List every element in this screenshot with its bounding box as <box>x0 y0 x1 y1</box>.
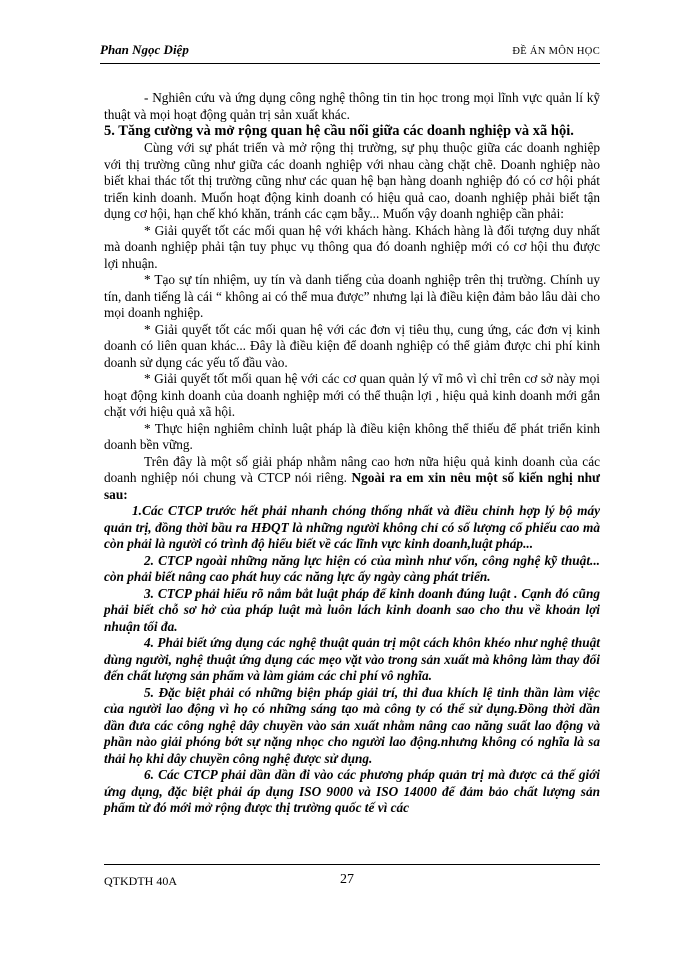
page-number: 27 <box>340 872 354 887</box>
bullet-customers: * Giải quyết tốt các mối quan hệ với khách hàng. Khách hàng là đối tượng duy nhất mà doanh nghiệp phải tận tuy phục vụ thông qua đó doanh nghiệp mới có cơ hội thu được lợi nhuận. <box>104 222 600 271</box>
recommendation-5: 5. Đặc biệt phải có những biện pháp giải trí, thi đua khích lệ tinh thần làm việc của người lao động vì họ có những sáng tạo mà công ty có thể sử dụng.Đồng thời dần dần đưa các công nghệ dây chuyền vào sản xuất nhằm nâng cao năng suất lao động và phần nào giải phóng bớt sự nặng nhọc cho người lao động.nhưng không có nghĩa là sa thải họ khi dây chuyền công nghệ được sử dụng. <box>104 684 600 766</box>
page-footer <box>104 864 600 894</box>
author-name: Phan Ngọc Diệp <box>100 42 189 57</box>
footer-divider <box>104 864 600 865</box>
bullet-government: * Giải quyết tốt mối quan hệ với các cơ quan quản lý vĩ mô vì chỉ trên cơ sở này mọi hoạt động kinh doanh của doanh nghiệp mới có thể thuận lợi , hiệu quả kinh doanh mới gắn chặt với hiệu quả xã hội. <box>104 371 600 419</box>
recommendation-6: 6. Các CTCP phải dần dần đi vào các phương pháp quản trị mà được cả thế giới ứng dụng, đặc biệt phải áp dụng ISO 9000 và ISO 14000 để đảm bảo chất lượng sản phẩm từ đó mới mở rộng được thị trường quốc tế vì các <box>104 767 600 815</box>
section-heading-5: 5. Tăng cường và mở rộng quan hệ cầu nối giữa các doanh nghiệp và xã hội. <box>104 123 574 139</box>
recommendation-2: 2. CTCP ngoài những năng lực hiện có của mình như vốn, công nghệ kỹ thuật... còn phải biết nâng cao phát huy các năng lực ấy ngày càng phát triển. <box>104 552 600 584</box>
recommendation-1: 1.Các CTCP trước hết phải nhanh chóng thống nhất và điều chỉnh hợp lý bộ máy quản trị, đồng thời bầu ra HĐQT là những người không chỉ có số lượng cổ phiếu cao mà còn phải là người có trình độ hiểu biết về các lĩnh vực kinh doanh,luật pháp... <box>104 503 600 551</box>
bullet-reputation: * Tạo sự tín nhiệm, uy tín và danh tiếng của doanh nghiệp trên thị trường. Chính uy tín, danh tiếng là cái “ không ai có thể mua được” nhưng lại là điều kiện đảm bảo lâu dài cho mọi doanh nghiệp. <box>104 272 600 320</box>
recommendation-4: 4. Phải biết ứng dụng các nghệ thuật quản trị một cách khôn khéo như nghệ thuật dùng người, nghệ thuật ứng dụng các mẹo vặt vào trong sản xuất mà không làm thay đổi đến chất lượng sản phẩm và làm giảm các chi phí vô nghĩa. <box>104 635 600 683</box>
summary-text: Trên đây là một số giải pháp nhằm nâng cao hơn nữa hiệu quả kinh doanh của các doanh nghiệp nói chung và CTCP nói riêng. <box>104 453 600 485</box>
paragraph-it-research: - Nghiên cứu và ứng dụng công nghệ thông tin tin học trong mọi lĩnh vực quản lí kỹ thuật và mọi hoạt động quản trị sản xuất khác. <box>104 90 600 122</box>
recommendation-3: 3. CTCP phải hiểu rõ nắm bắt luật pháp để kinh doanh đúng luật . Cạnh đó cũng phải biết chỗ sơ hở của pháp luật mà luôn lách kinh doanh sao cho thu về khoản lợi nhuận tối đa. <box>104 585 600 634</box>
recommendations-intro: Ngoài ra em xin nêu một số kiến nghị như sau: <box>104 470 600 502</box>
header-divider <box>100 63 600 64</box>
class-code: QTKDTH 40A <box>104 874 177 888</box>
paragraph-summary <box>104 454 600 504</box>
paragraph-market-relations: Cùng với sự phát triển và mở rộng thị trường, sự phụ thuộc giữa các doanh nghiệp với thị trường cũng như giữa các doanh nghiệp với nhau càng chặt chẽ. Doanh nghiệp nào biết khai thác tốt thị trường cũng như các quan hệ bạn hàng doanh nghiệp đó có cơ hội phát triển kinh doanh. Muốn hoạt động kinh doanh có hiệu quả cao, doanh nghiệp phải biết tận dụng cơ hội, hạn chế khó khăn, tránh các cạm bẫy... Muốn vậy doanh nghiệp cần phải: <box>104 140 600 221</box>
page-header <box>100 36 600 64</box>
document-body <box>104 90 600 817</box>
bullet-law: * Thực hiện nghiêm chỉnh luật pháp là điều kiện không thể thiếu để phát triển kinh doanh bền vững. <box>104 420 600 452</box>
document-type: ĐỀ ÁN MÔN HỌC <box>512 46 600 57</box>
bullet-suppliers: * Giải quyết tốt các mối quan hệ với các đơn vị tiêu thụ, cung ứng, các đơn vị kinh doanh có liên quan khác... Đây là điều kiện để doanh nghiệp có thể giảm được chi phí kinh doanh sử dụng các yếu tố đầu vào. <box>104 321 600 370</box>
